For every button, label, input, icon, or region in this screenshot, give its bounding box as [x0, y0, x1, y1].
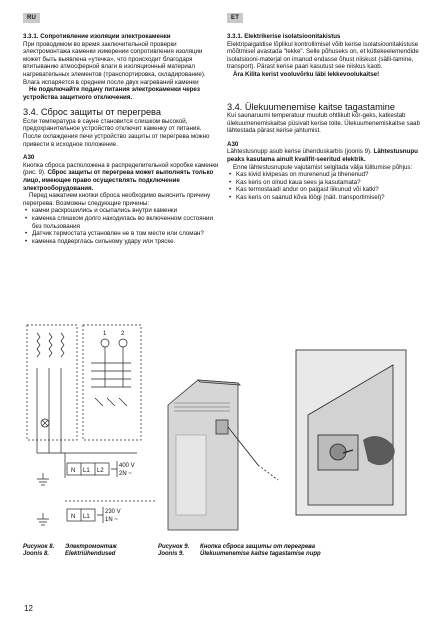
et-model: A30 [227, 140, 239, 148]
page-number: 12 [24, 604, 33, 613]
et-model-para [227, 148, 425, 163]
et-sub-para2: Ära Kilita kerist vooluvõrku läbi lekkevoolukaitse! [233, 70, 380, 78]
terminal-label-1: 1 [103, 331, 107, 337]
ground-symbol-1 [37, 473, 49, 485]
caption-key: Joonis 8. [23, 551, 50, 558]
ru-sub-para1: При проводимом во время заключительной проверки электромонтажа каменки измерении сопротивления изоляции может быть выявлена «утечка», что происходит благодаря впитыванию атмосферной влаги в изоляционный материал нагревательных элементов (транспортировка, складирование). Влага испаряется в среднем после двух нагреваний каменки [23, 40, 206, 86]
terminal-2 [119, 339, 127, 347]
terminal-1 [101, 339, 109, 347]
ru-model: A30 [23, 154, 35, 162]
caption-key: Рисунок 8. [23, 544, 55, 550]
list-item: • Kas termostaadi andur on paigast liikunud või katki? [227, 186, 425, 194]
ru-causes-list [23, 207, 221, 245]
voltage-230: 230 V [105, 509, 121, 515]
et-causes-intro: Enne lähtestusnupule vajutamist selgitada välja lülitumise põhjus: [233, 163, 413, 171]
term-l1-2: L1 [83, 514, 90, 520]
ru-model-para [23, 162, 221, 192]
caption-key: Joonis 9. [158, 551, 185, 558]
lang-tag-ru: RU [23, 13, 40, 23]
term-n-2: N [71, 514, 76, 520]
ru-sub-para2: Не подключайте подачу питания электрокаменки через устройства защитного отключения. [23, 86, 200, 101]
et-sub-para1: Elektripaigaldise lõplikul kontrollimisel võib kerise isolatsioonitakistuse mõõtmisel avastada "lekke". Selle põhuseks on, et küttekeelemendide isolatsiooni-materjal on imanud endasse õhust niiskust (sälli-tamine, transport). Pärast kerise paari kasutust see niiskus kaob. [227, 40, 419, 71]
list-item: • каменка подверглась сильному удару или тряске. [23, 238, 221, 246]
ru-model-para-b: Сброс защиты от перегрева может выполнять только лицо, имеющее право осуществлять подключение электрооборудования. [23, 169, 214, 192]
list-item: • Датчик термостата установлен не в том месте или сломан? [23, 230, 221, 238]
ru-column [23, 33, 221, 245]
et-causes-list [227, 171, 425, 201]
phase-1n: 1N ~ [105, 517, 118, 523]
caption-value: Ülekuumenemise kaitse tagastamise nupp [200, 551, 321, 558]
term-l1-1: L1 [83, 468, 90, 474]
et-model-para-a: Lähtestusnupp asub kerise ühenduskarbis (joonis 9). [227, 148, 372, 156]
list-item: • каменка слишком долго находилась во включенном состоянии без пользования [23, 215, 221, 230]
caption-key: Рисунок 9. [158, 544, 190, 550]
element-box [27, 325, 77, 440]
list-item: • Kas keris on olnud kaua sees ja kasutamata? [227, 179, 425, 187]
et-section-heading: 3.4. Ülekuumenemise kaitse tagastamine [227, 101, 396, 112]
caption-value: Elektriühendused [65, 551, 116, 558]
heating-elements [37, 333, 64, 357]
term-l2-1: L2 [97, 468, 104, 474]
voltage-400: 400 V [119, 463, 135, 469]
wiring-diagram [25, 323, 175, 533]
caption-value: Электромонтаж [65, 544, 117, 550]
phase-2n: 2N ~ [119, 471, 132, 477]
ground-symbol-2 [37, 513, 49, 525]
lang-tag-et: ET [227, 13, 243, 23]
et-column [227, 33, 425, 202]
ru-model-para-a: Кнопка сброса расположена в распределительной коробке каменки (рис. 9). [23, 161, 219, 177]
reset-button-housing [216, 420, 228, 434]
thermostat-box [83, 325, 141, 440]
et-section-para: Kui saunaruumi temperatuur muutub ohtlikult kõr-geks, katkestab ülekuumenemiskaitse püsivalt kerise toite. Ülekuumenemiskaitse saab lähtestada pärast kerise jahtumist. [227, 112, 420, 135]
et-sub-heading: 3.3.1. Elektrikerise isolatsioonitakistus [227, 33, 341, 40]
list-item: • камни раскрошились и осыпались внутри каменки [23, 207, 221, 215]
term-n-1: N [71, 468, 76, 474]
et-model-para-b: Lähtestusnupu peaks kasutama ainult kvalifit-seeritud elektrik. [227, 148, 418, 164]
ru-section-para: Если температура в сауне становится слишком высокой, предохранительное устройство отключит каменку от питания. После охлаждения печи устройство защиты от перегрева можно привести в исходное положение. [23, 117, 210, 148]
list-item: • Kas keris on saanud kõva löögi (näit. transportimisel)? [227, 194, 425, 202]
caption-value: Кнопка сброса защиты от перегрева [200, 544, 316, 550]
figure-9-caption [158, 544, 321, 559]
ru-sub-heading: 3.3.1. Сопротивление изоляции электрокаменки [23, 33, 171, 40]
list-item: • Kas kivid kivipesas on murenenud ja tihenenud? [227, 171, 425, 179]
ru-causes-intro: Перед нажатием кнопки сброса необходимо выяснить причину перегрева. Возможны следующие причины: [23, 192, 211, 207]
heater-illustration [158, 345, 408, 535]
ru-section-heading: 3.4. Сброс защиты от перегрева [23, 107, 161, 118]
reset-button [330, 444, 346, 460]
terminal-label-2: 2 [121, 331, 125, 337]
figure-8-caption [23, 544, 117, 559]
